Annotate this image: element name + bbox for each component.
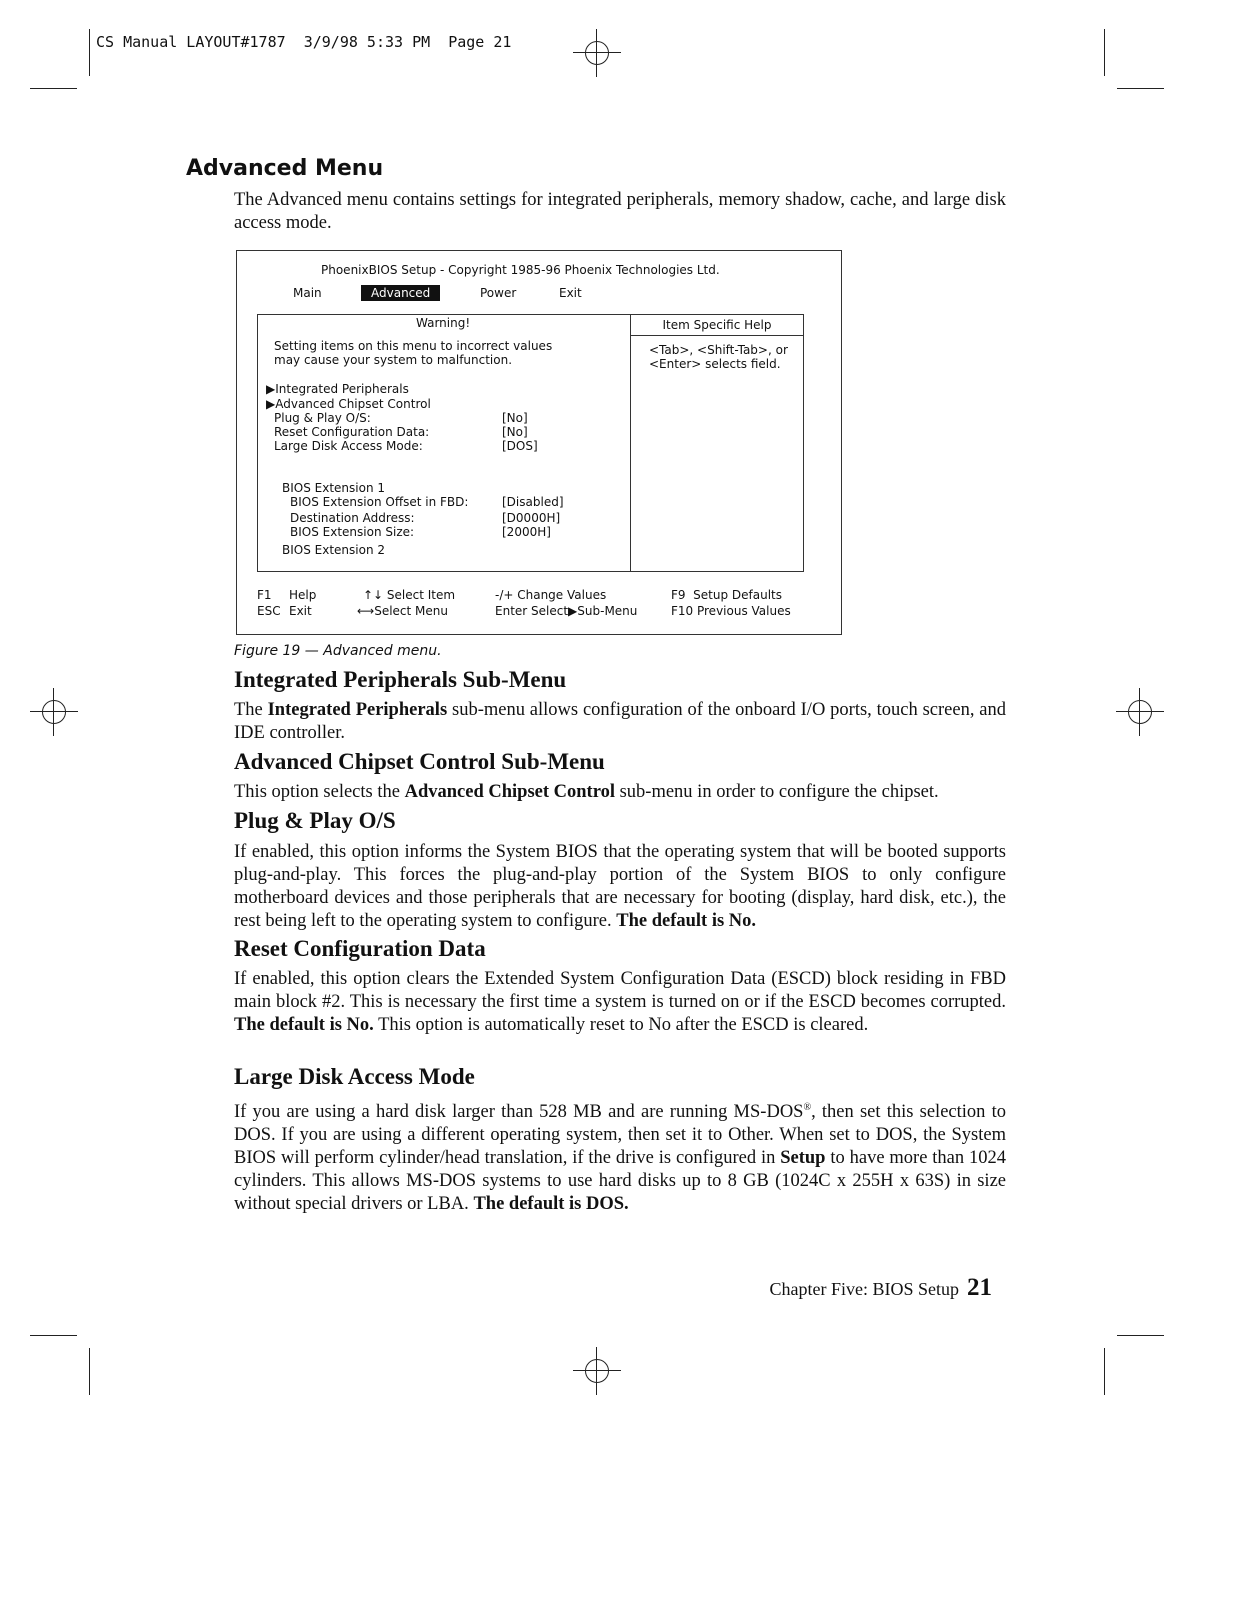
bios-extension-1-title: BIOS Extension 1 — [282, 481, 386, 495]
crop-mark — [89, 29, 90, 76]
setting-value: [D0000H] — [502, 511, 561, 525]
page-number: 21 — [967, 1274, 992, 1301]
key-select-item: ↑↓ Select Item — [363, 588, 456, 602]
bios-menu-exit: Exit — [559, 286, 582, 300]
bios-screenshot — [236, 250, 842, 635]
registration-mark-icon — [573, 29, 621, 77]
submenu-integrated-peripherals: ▶Integrated Peripherals — [266, 382, 409, 396]
key-f10: F10 Previous Values — [671, 604, 791, 618]
key-f1-label: Help — [289, 588, 317, 602]
submenu-advanced-chipset: ▶Advanced Chipset Control — [266, 397, 431, 411]
paragraph-large-disk-access: If you are using a hard disk larger than 528 MB and are running MS-DOS®, then set this selection to DOS. If you are using a different operating system, then set it to Other. When set to DOS, the System BIOS will perform cylinder/head translation, if the drive is configured in Setup to have more than 1024 cylinders. This allows MS-DOS systems to use hard disks up to 8 GB (1024C x 255H x 63S) in size without special drivers or LBA. The default is DOS. — [234, 1102, 1006, 1215]
crop-mark — [1104, 1348, 1105, 1395]
page-footer — [770, 1274, 993, 1302]
crop-mark — [30, 1335, 77, 1336]
key-f9: F9 Setup Defaults — [671, 588, 783, 602]
setting-label: BIOS Extension Size: — [290, 525, 415, 539]
figure-caption: Figure 19 — Advanced menu. — [234, 643, 442, 659]
setting-value: [No] — [502, 411, 528, 425]
heading-reset-configuration: Reset Configuration Data — [234, 936, 486, 961]
registration-mark-icon — [573, 1347, 621, 1395]
crop-mark — [89, 1348, 90, 1395]
setting-label: Plug & Play O/S: — [274, 411, 371, 425]
bios-menu-main: Main — [293, 286, 322, 300]
heading-plug-and-play: Plug & Play O/S — [234, 808, 396, 833]
bios-menu-power: Power — [480, 286, 517, 300]
paragraph-advanced-chipset: This option selects the Advanced Chipset Control sub-menu in order to configure the chipset. — [234, 782, 939, 802]
footer-chapter: Chapter Five: BIOS Setup — [769, 1279, 959, 1299]
setting-value: [2000H] — [502, 525, 551, 539]
registration-mark-icon — [30, 688, 78, 736]
key-f1: F1 — [257, 588, 272, 602]
bios-menu-advanced: Advanced — [361, 285, 440, 301]
paragraph-reset-configuration: If enabled, this option clears the Extended System Configuration Data (ESCD) block residing in FBD main block #2. This is necessary the first time a system is turned on or if the ESCD becomes corrupted. The default is No. This option is automatically reset to No after the ESCD is cleared. — [234, 969, 1006, 1035]
warning-line: may cause your system to malfunction. — [274, 353, 513, 367]
paragraph-plug-and-play: If enabled, this option informs the System BIOS that the operating system that will be booted supports plug-and-play. This forces the plug-and-play portion of the System BIOS to only configure motherboard devices and those peripherals that are necessary for booting (display, hard disk, etc.), the rest being left to the operating system to configure. The default is No. — [234, 842, 1006, 931]
setting-label: BIOS Extension Offset in FBD: — [290, 495, 469, 509]
bios-main-panel — [257, 314, 631, 572]
setting-value: [Disabled] — [502, 495, 564, 509]
print-slug: CS Manual LAYOUT#1787 3/9/98 5:33 PM Page 21 — [96, 33, 512, 51]
crop-mark — [1117, 88, 1164, 89]
key-select-menu: ⟷Select Menu — [357, 604, 448, 618]
bios-title: PhoenixBIOS Setup - Copyright 1985-96 Phoenix Technologies Ltd. — [321, 263, 720, 277]
intro-paragraph: The Advanced menu contains settings for integrated peripherals, memory shadow, cache, and large disk access mode. — [234, 190, 1006, 233]
heading-advanced-chipset: Advanced Chipset Control Sub-Menu — [234, 749, 605, 774]
paragraph-integrated-peripherals: The Integrated Peripherals sub-menu allows configuration of the onboard I/O ports, touch screen, and IDE controller. — [234, 700, 1007, 743]
help-title: Item Specific Help — [631, 315, 803, 336]
setting-label: Large Disk Access Mode: — [274, 439, 423, 453]
bios-extension-2-title: BIOS Extension 2 — [282, 543, 386, 557]
heading-large-disk-access: Large Disk Access Mode — [234, 1064, 475, 1089]
crop-mark — [1104, 29, 1105, 76]
section-title: Advanced Menu — [186, 156, 384, 181]
warning-line: Setting items on this menu to incorrect values — [274, 339, 553, 353]
setting-label: Reset Configuration Data: — [274, 425, 430, 439]
crop-mark — [30, 88, 77, 89]
help-line: <Enter> selects field. — [649, 357, 781, 371]
key-esc-label: Exit — [289, 604, 312, 618]
key-esc: ESC — [257, 604, 281, 618]
setting-value: [DOS] — [502, 439, 538, 453]
warning-title: Warning! — [416, 316, 471, 330]
key-enter-submenu: Enter Select▶Sub-Menu — [495, 604, 638, 618]
heading-integrated-peripherals: Integrated Peripherals Sub-Menu — [234, 667, 567, 692]
bios-help-panel — [630, 314, 804, 572]
registration-mark-icon — [1116, 688, 1164, 736]
setting-label: Destination Address: — [290, 511, 415, 525]
help-line: <Tab>, <Shift-Tab>, or — [649, 343, 788, 357]
setting-value: [No] — [502, 425, 528, 439]
key-change-values: -/+ Change Values — [495, 588, 607, 602]
crop-mark — [1117, 1335, 1164, 1336]
